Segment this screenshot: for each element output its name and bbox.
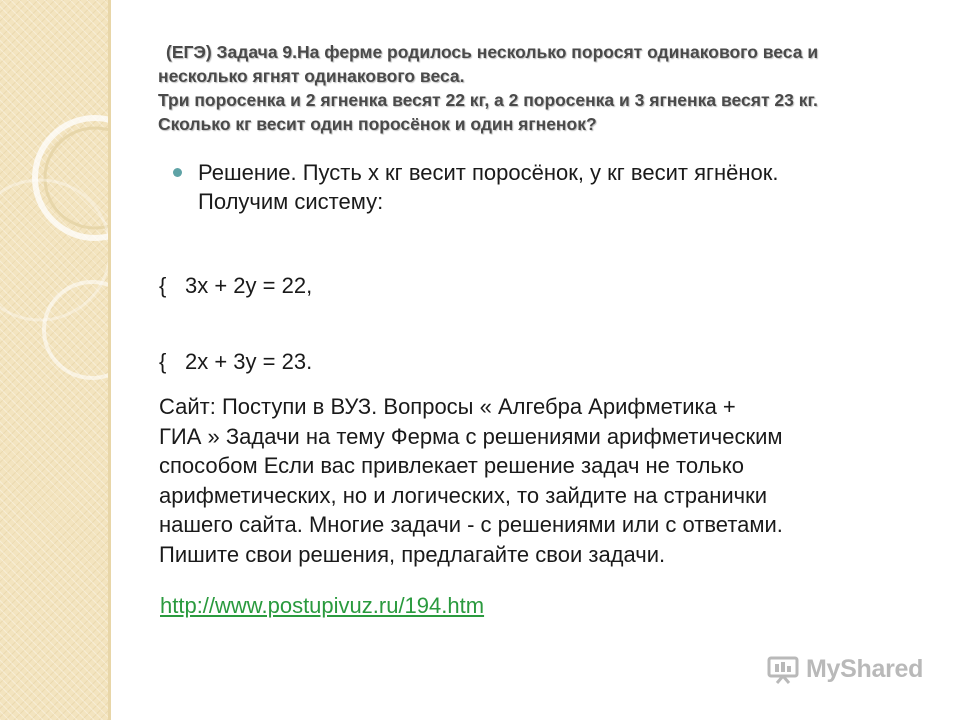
equation-text: 3х + 2у = 22, [185, 273, 313, 298]
decorative-rings-graphic [0, 0, 108, 720]
presentation-board-icon [766, 654, 800, 684]
site-line: способом Если вас привлекает решение задач не только [159, 453, 744, 478]
title-line: Сколько кг весит один поросёнок и один ягненок? [158, 114, 597, 134]
site-line: Пишите свои решения, предлагайте свои задачи. [159, 541, 666, 567]
title-line: (ЕГЭ) Задача 9.На ферме родилось несколько поросят одинакового веса и [166, 42, 819, 62]
equation-2 [159, 349, 312, 375]
sidebar-divider [108, 0, 111, 720]
site-line: Сайт: Поступи в ВУЗ. Вопросы « Алгебра Арифметика + [159, 394, 736, 419]
solution-line: Получим систему: [198, 189, 384, 214]
title-line: Три поросенка и 2 ягненка весят 22 кг, а 2 поросенка и 3 ягненка весят 23 кг. [158, 90, 818, 110]
watermark-text: MyShared [806, 654, 924, 683]
slide-title [158, 40, 938, 136]
title-line: несколько ягнят одинакового веса. [158, 66, 465, 86]
site-link[interactable]: http://www.postupivuz.ru/194.htm [160, 593, 485, 618]
decorative-sidebar [0, 0, 108, 720]
site-description [159, 392, 939, 569]
solution-text [198, 158, 938, 216]
equation-text: 2х + 3у = 23. [185, 349, 313, 374]
site-line: арифметических, но и логических, то зайдите на странички [159, 482, 768, 508]
solution-line: Решение. Пусть х кг весит поросёнок, у кг весит ягнёнок. [198, 160, 779, 185]
site-line: нашего сайта. Многие задачи - с решениями или с ответами. [159, 512, 783, 537]
watermark-logo [766, 654, 923, 684]
brace-symbol: { [159, 349, 167, 374]
equation-1 [159, 273, 312, 299]
bullet-icon [173, 168, 182, 177]
brace-symbol: { [159, 273, 167, 298]
site-line: ГИА » Задачи на тему Ферма с решениями арифметическим [159, 423, 783, 449]
